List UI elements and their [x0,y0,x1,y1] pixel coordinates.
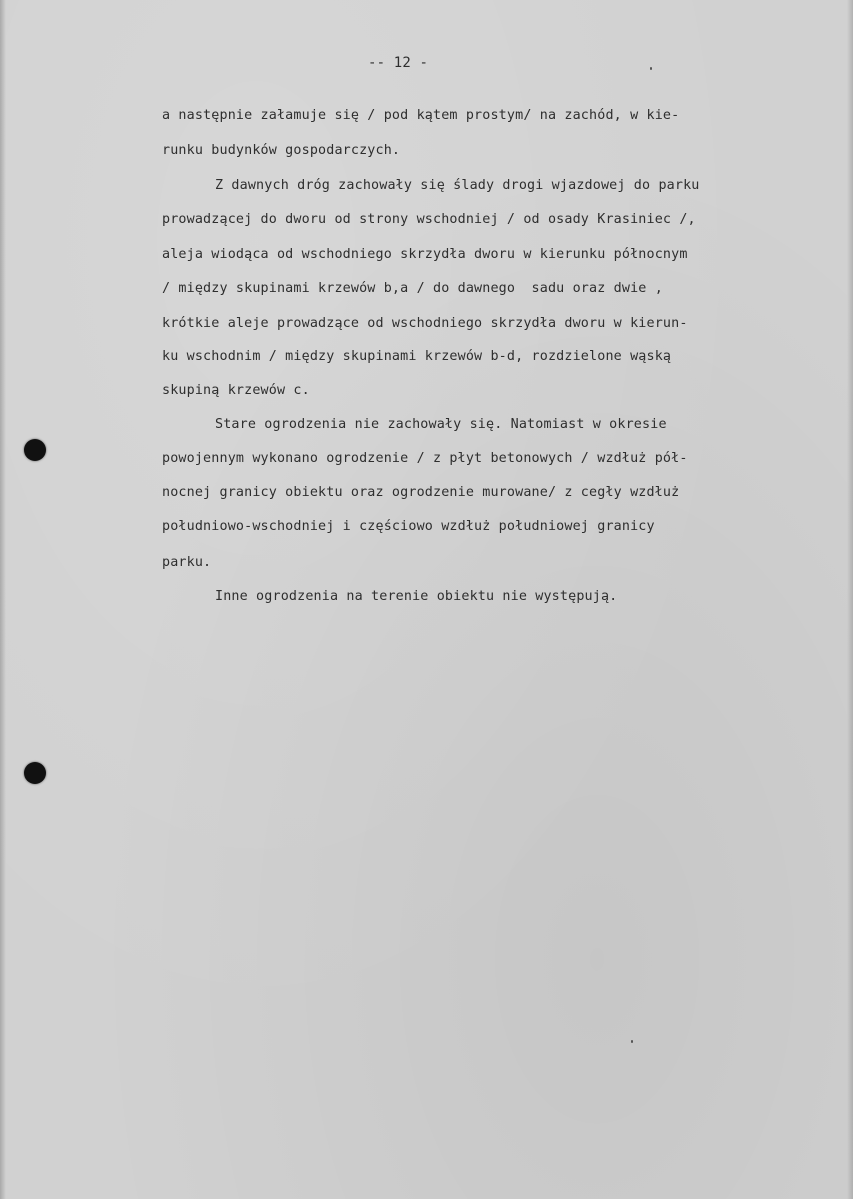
paragraph-start-line: Inne ogrodzenia na terenie obiektu nie występują. [215,589,618,604]
text-line: runku budynków gospodarczych. [162,143,401,158]
page-number: -- 12 - [368,55,429,71]
text-line: / między skupinami krzewów b,a / do dawnego sadu oraz dwie , [162,281,663,296]
punch-hole-bottom [24,762,46,784]
paper-speck [650,67,652,70]
text-line: a następnie załamuje się / pod kątem prostym/ na zachód, w kie- [162,108,680,123]
text-line: aleja wiodąca od wschodniego skrzydła dworu w kierunku północnym [162,247,688,262]
text-line: południowo-wschodniej i częściowo wzdłuż południowej granicy [162,519,655,534]
text-line: krótkie aleje prowadzące od wschodniego skrzydła dworu w kierun- [162,316,688,331]
page-right-edge-shadow [847,0,853,1199]
text-line: nocnej granicy obiektu oraz ogrodzenie murowane/ z cegły wzdłuż [162,485,680,500]
page-left-edge-shadow [0,0,6,1199]
text-line: prowadzącej do dworu od strony wschodniej / od osady Krasiniec /, [162,212,696,227]
text-line: powojennym wykonano ogrodzenie / z płyt betonowych / wzdłuż pół- [162,451,688,466]
paragraph-start-line: Z dawnych dróg zachowały się ślady drogi wjazdowej do parku [215,178,700,193]
text-line: parku. [162,555,212,570]
paper-speck [631,1040,633,1043]
punch-hole-top [24,439,46,461]
text-line: ku wschodnim / między skupinami krzewów b-d, rozdzielone wąską [162,349,672,364]
paragraph-start-line: Stare ogrodzenia nie zachowały się. Natomiast w okresie [215,417,667,432]
text-line: skupiną krzewów c. [162,383,310,398]
